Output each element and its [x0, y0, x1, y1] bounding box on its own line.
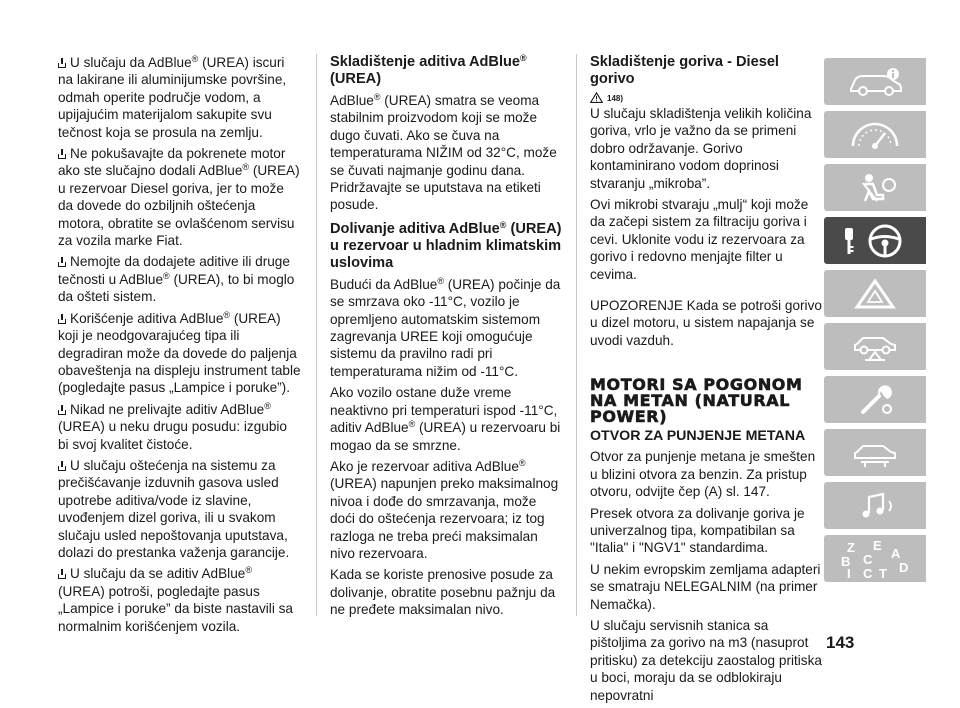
index-letter-e: E — [873, 537, 882, 553]
index-letter-c: C — [863, 551, 873, 567]
tab-emergency[interactable] — [824, 270, 926, 317]
methane-engines-heading: MOTORI SA POGONOM NA METAN (NATURAL POWER) — [590, 375, 803, 427]
warning-paragraph-6: U slučaju oštećenja na sistemu za prečišćavanje izduvnih gasova usled upotrebe aditiva/vode iz slavine, uvođenjem dizel goriva, ili u svakom slučaju usled nepoštovanja uputstava, dolazi do prestanka važenja garancije. — [58, 457, 290, 560]
key-steering-wheel-icon — [835, 222, 915, 260]
caution-icon — [58, 461, 66, 471]
index-letter-t: T — [879, 565, 887, 580]
caution-icon — [58, 405, 66, 415]
cold-climate-text-2: Ako vozilo ostane duže vreme neaktivno pri temperaturi ispod -11°C, aditiv AdBlue® (UREA) u rezervoaru bi mogao da se smrzne. — [330, 385, 561, 453]
methane-text-2: Presek otvora za dolivanje goriva je univerzalnog tipa, kompatibilan sa "Italia" i "NGV1" standardima. — [590, 505, 805, 556]
caution-icon — [58, 58, 66, 68]
index-letter-d: D — [899, 559, 909, 575]
index-letter-z: Z — [847, 539, 855, 555]
index-letter-a: A — [891, 545, 901, 561]
car-jack-icon — [843, 330, 907, 364]
column-middle — [330, 54, 562, 623]
warning-paragraph-5: Nikad ne prelivajte aditiv AdBlue® (UREA) u neku drugu posudu: izgubio bi svoj kvalitet čistoće. — [58, 400, 287, 452]
methane-filler-heading: OTVOR ZA PUNJENJE METANA — [590, 428, 806, 445]
warning-paragraph-3: Nemojte da dodajete aditive ili druge tečnosti u AdBlue® (UREA), to bi moglo da ošteti sistem. — [58, 254, 295, 305]
seatbelt-airbag-icon — [843, 171, 907, 205]
page-number: 143 — [826, 633, 855, 652]
warning-reference — [590, 92, 822, 103]
warning-paragraph-7: U slučaju da se aditiv AdBlue® (UREA) potroši, pogledajte pasus „Lampice i poruke” da biste nastavili sa normalnim korišćenjem vozila. — [58, 565, 293, 634]
warning-paragraph-4: Korišćenje aditiva AdBlue® (UREA) koji je neodgovarajućeg tipa ili degradiran može da dovede do paljenja obaveštenja na displeju instrument table (pogledajte pasus „Lampice i poruke”). — [58, 309, 301, 396]
column-right — [590, 54, 822, 708]
wrench-icon — [843, 383, 907, 417]
diesel-storage-text-1: U slučaju skladištenja velikih količina goriva, vrlo je važno da se primeni dobro održavanje. Gorivo kontaminirano vodom doprinosi stvaranju „mikroba”. — [590, 106, 812, 191]
caution-icon — [58, 149, 66, 159]
tab-specifications[interactable] — [824, 429, 926, 476]
tab-instruments[interactable] — [824, 111, 926, 158]
caution-icon — [58, 314, 66, 324]
adblue-storage-text: AdBlue® (UREA) smatra se veoma stabilnim proizvodom koji se može dugo čuvati. Ako se čuva na temperaturama NIŽIM od 32°C, može se čuvati najmanje godinu dana. Pridržavajte se uputstava na etiketi posude. — [330, 92, 557, 213]
warning-paragraph-1: U slučaju da AdBlue® (UREA) iscuri na lakirane ili aluminijumske površine, odmah operite područje vodom, a upijajućim materijalom sakupite svu tečnost koja se prosula na zemlju. — [58, 54, 287, 140]
warning-triangle-icon — [590, 92, 603, 103]
methane-text-3: U nekim evropskim zemljama adapteri se smatraju NELEGALNIM (na primer Nemačka). — [590, 561, 821, 612]
multimedia-icon — [843, 489, 907, 523]
index-letter-i: I — [847, 565, 851, 580]
chapter-tabs — [824, 58, 926, 588]
tab-safety[interactable] — [824, 164, 926, 211]
caution-icon — [58, 257, 66, 267]
alphabet-index-icon — [833, 538, 917, 580]
index-letter-b: B — [841, 553, 851, 569]
tab-index[interactable] — [824, 535, 926, 582]
diesel-warning-text: UPOZORENJE Kada se potroši gorivo u dizel motoru, u sistem napajanja se uvodi vazduh. — [590, 298, 822, 348]
index-letter-c2: C — [863, 565, 873, 580]
diesel-storage-text-2: Ovi mikrobi stvaraju „mulj“ koji može da začepi sistem za filtraciju goriva i cevi. Uklonite vodu iz rezervoara za gorivo i redovno menjajte filter u cevima. — [590, 197, 809, 282]
section-heading-diesel-storage: Skladištenje goriva - Diesel gorivo — [590, 54, 779, 87]
tab-vehicle-info[interactable] — [824, 58, 926, 105]
car-info-icon — [843, 65, 907, 99]
tab-starting-driving[interactable] — [824, 217, 926, 264]
car-lift-icon — [843, 436, 907, 470]
warning-ref-number: 148) — [607, 94, 624, 103]
cold-climate-text-4: Kada se koriste prenosive posude za dolivanje, obratite posebnu pažnju da ne pređete maksimalan nivo. — [330, 567, 556, 618]
caution-icon — [58, 569, 66, 579]
section-heading-cold-climate: Dolivanje aditiva AdBlue® (UREA) u rezervoar u hladnim klimatskim uslovima — [330, 219, 562, 271]
column-divider-1 — [316, 54, 317, 616]
warning-paragraph-2: Ne pokušavajte da pokrenete motor ako ste slučajno dodali AdBlue® (UREA) u rezervoar Diesel goriva, jer to može da dovede do ozbiljnih oštećenja motora, obratite se ovlašćenom servisu za vozila marke Fiat. — [58, 146, 300, 249]
warning-triangle-icon — [843, 277, 907, 311]
section-heading-adblue-storage: Skladištenje aditiva AdBlue® (UREA) — [330, 53, 527, 87]
cold-climate-text-3: Ako je rezervoar aditiva AdBlue® (UREA) napunjen preko maksimalnog nivoa i dođe do smrzavanja, može doći do oštećenja rezervoara; iz tog razloga ne treba preći maksimalan nivo rezervoara. — [330, 457, 559, 561]
column-left — [58, 54, 301, 639]
tab-multimedia[interactable] — [824, 482, 926, 529]
tab-maintenance[interactable] — [824, 323, 926, 370]
dashboard-gauge-icon — [843, 118, 907, 152]
column-divider-2 — [576, 54, 577, 616]
methane-text-1: Otvor za punjenje metana je smešten u blizini otvora za benzin. Za pristup otvoru, odvijte čep (A) sl. 147. — [590, 449, 816, 500]
cold-climate-text-1: Budući da AdBlue® (UREA) počinje da se smrzava oko -11°C, vozilo je opremljeno automatskim sistemom zagrevanja UREE koji omogućuje sistemu da pravilno radi pri temperaturama nižim od -11°C. — [330, 275, 561, 379]
tab-technical-data[interactable] — [824, 376, 926, 423]
methane-text-4: U slučaju servisnih stanica sa pištoljima za gorivo na m3 (nasuprot pritisku) za detekciju zaostalog pritiska u boci, moraju da se odblokiraju nepovratni — [590, 617, 822, 703]
